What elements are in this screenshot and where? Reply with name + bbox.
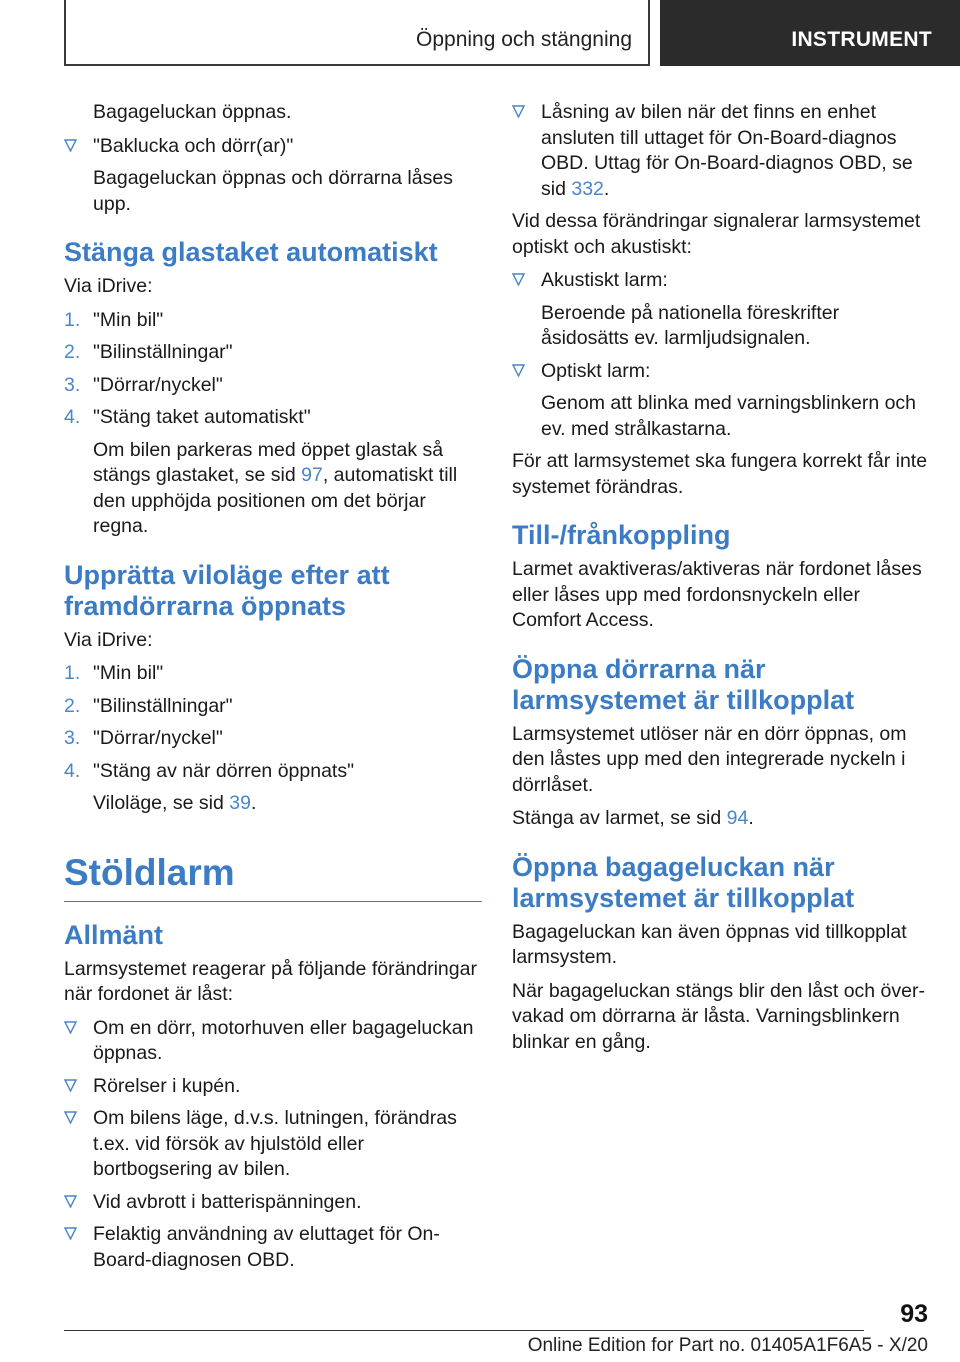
list-item-text: "Baklucka och dörr(ar)" <box>93 134 294 157</box>
heading-open-trunk: Öppna bagageluckan när larmsystemet är tillkopplat <box>512 851 855 913</box>
page-link[interactable]: 94 <box>726 807 749 829</box>
toggle-text: Larmet avaktiveras/aktiveras när fordonet låses eller låses upp med fordonsnyckeln eller Comfort Access. <box>512 558 922 631</box>
list-item-sub: Om bilen parkeras med öppet glastak så stängs glastaket, se sid 97, automatiskt till den upphöjda positionen om det börjar regna. <box>93 438 458 537</box>
heading-close-glass-roof: Stänga glastaket automatiskt <box>64 237 438 267</box>
heading-theft-alarm: Stöldlarm <box>64 851 482 902</box>
list-item: 2. "Bilinställningar" <box>64 694 233 717</box>
signal-text: Vid dessa förändringar signalerar larmsystemet optiskt och akustiskt: <box>512 210 921 258</box>
footer-edition: Online Edition for Part no. 01405A1F6A5 - X/20 <box>527 1335 928 1356</box>
list-item-sub: Beroende på nationella föreskrifter åsidosätts ev. larmljudsignalen. <box>541 301 840 349</box>
list-item: 2. "Bilinställningar" <box>64 341 233 363</box>
footer-divider <box>64 1330 864 1331</box>
list-item-sub: Genom att blinka med varningsblinkern och ev. med strålkastarna. <box>541 392 917 440</box>
page-link[interactable]: 97 <box>301 464 323 486</box>
list-item: 4. "Stäng taket automatiskt" <box>64 406 311 428</box>
heading-toggle: Till-/frånkoppling <box>512 520 731 550</box>
triangle-bullet-icon <box>64 1079 77 1092</box>
heading-general: Allmänt <box>64 919 164 950</box>
header-chapter-box <box>660 0 960 66</box>
list-item: Vid avbrott i batterispänningen. <box>64 1190 482 1216</box>
list-item: Om en dörr, motorhuven eller bagageluckan öppnas. <box>64 1016 482 1067</box>
triangle-bullet-icon <box>64 1195 77 1208</box>
list-item-sub: Viloläge, se sid 39. <box>93 792 257 814</box>
via-idrive-text: Via iDrive: <box>64 628 153 651</box>
heading-rest-mode: Upprätta viloläge efter att framdörrarna öppnats <box>64 559 390 621</box>
list-item: Låsning av bilen när det finns en enhet ansluten till uttaget för On-Board-diagnos OBD. Uttag för On-Board-diagnos OBD, se sid 332. <box>512 100 932 202</box>
triangle-bullet-icon <box>64 1227 77 1240</box>
via-idrive-text: Via iDrive: <box>64 275 153 297</box>
list-item: Akustiskt larm: <box>512 268 932 294</box>
trunk-open-text: Bagageluckan öppnas. <box>93 101 292 123</box>
triangle-bullet-icon <box>64 1111 77 1124</box>
list-item: Optiskt larm: <box>512 359 932 385</box>
stop-alarm-text: Stänga av larmet, se sid 94. <box>512 807 754 829</box>
left-column <box>64 100 482 1280</box>
trunk-text-2: När bagageluckan stängs blir den låst och övervakad om dörrarna är låsta. Varningsblinkern blinkar en gång. <box>512 979 925 1053</box>
list-item-sub: Bagageluckan öppnas och dörrarna låses upp. <box>93 167 453 215</box>
header-section-title: Öppning och stängning <box>416 28 632 51</box>
list-item: 1. "Min bil" <box>64 662 164 684</box>
triangle-bullet-icon <box>512 273 525 286</box>
list-item: 4. "Stäng av när dörren öppnats" <box>64 759 355 782</box>
header-section-box <box>64 0 650 66</box>
list-item: 3. "Dörrar/nyckel" <box>64 727 223 749</box>
list-item <box>64 134 482 160</box>
doors-text: Larmsystemet utlöser när en dörr öppnas, om den låstes upp med den integrerade nyckeln i dörrlåset. <box>512 722 907 796</box>
trunk-text-1: Bagageluckan kan även öppnas vid tillkopplat larmsystem. <box>512 920 907 968</box>
page-number: 93 <box>900 1300 928 1328</box>
function-text: För att larmsystemet ska fungera korrekt får inte systemet förändras. <box>512 450 928 498</box>
page-link[interactable]: 332 <box>571 177 604 200</box>
general-text: Larmsystemet reagerar på följande förändringar när fordonet är låst: <box>64 957 477 1005</box>
list-item: Felaktig användning av eluttaget för On-Board-diagnosen OBD. <box>64 1222 482 1273</box>
triangle-bullet-icon <box>64 139 77 152</box>
heading-open-doors: Öppna dörrarna när larmsystemet är tillkopplat <box>512 653 855 715</box>
list-item: 3. "Dörrar/nyckel" <box>64 373 223 396</box>
list-item: 1. "Min bil" <box>64 308 164 331</box>
right-column <box>512 100 932 1063</box>
triangle-bullet-icon <box>512 105 525 118</box>
list-item: Rörelser i kupén. <box>64 1074 482 1100</box>
triangle-bullet-icon <box>512 364 525 377</box>
list-item: Om bilens läge, d.v.s. lutningen, förändras t.ex. vid försök av hjulstöld eller bortbogsering av bilen. <box>64 1106 482 1183</box>
triangle-bullet-icon <box>64 1021 77 1034</box>
page-link[interactable]: 39 <box>229 792 251 814</box>
header-chapter-title: INSTRUMENT <box>791 28 932 51</box>
